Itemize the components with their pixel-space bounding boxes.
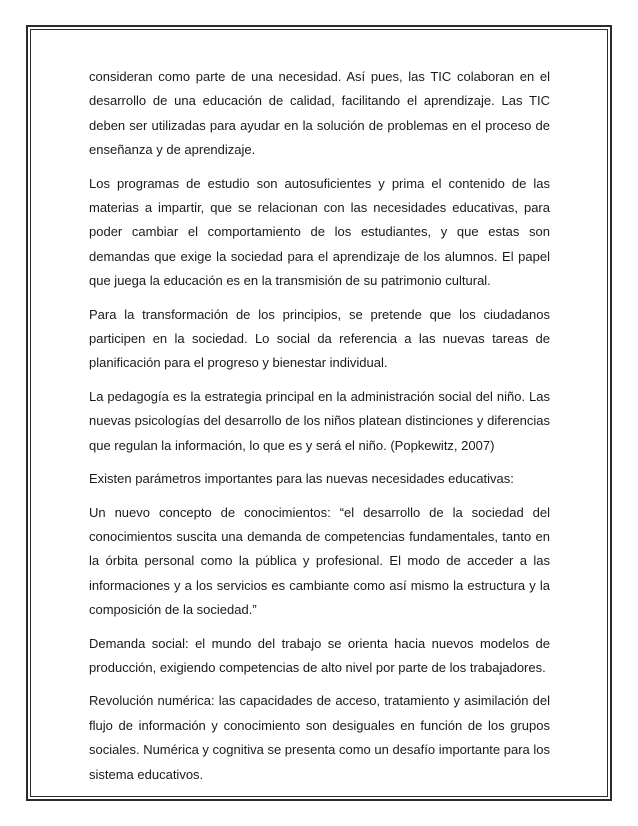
paragraph-pedagogia: La pedagogía es la estrategia principal en la administración social del niño. Las nuevas psicologías del desarrollo de los niños platean distinciones y diferencias que regulan la información, lo que es y será el niño. (Popkewitz, 2007) <box>89 388 550 453</box>
paragraph-transformacion: Para la transformación de los principios, se pretende que los ciudadanos participen en la sociedad. Lo social da referencia a las nuevas tareas de planificación para el progreso y bienestar individual. <box>89 306 550 371</box>
document-body <box>89 65 550 796</box>
paragraph-parametros: Existen parámetros importantes para las nuevas necesidades educativas: <box>89 471 514 487</box>
paragraph-programas: Los programas de estudio son autosuficientes y prima el contenido de las materias a impartir, que se relacionan con las necesidades educativas, para poder cambiar el comportamiento de los estudiantes, y que estas son demandas que exige la sociedad para el aprendizaje de los alumnos. El papel que juega la educación es en la transmisión de su patrimonio cultural. <box>89 175 550 289</box>
paragraph-conocimientos: Un nuevo concepto de conocimientos: “el desarrollo de la sociedad del conocimientos suscita una demanda de competencias fundamentales, tanto en la órbita personal como la pública y profesional. El modo de acceder a las informaciones y a los servicios es cambiante como así mismo la estructura y la composición de la sociedad.” <box>89 504 550 618</box>
paragraph-revolucion-numerica: Revolución numérica: las capacidades de acceso, tratamiento y asimilación del flujo de información y conocimiento son desiguales en función de los grupos sociales. Numérica y cognitiva se presenta como un desafío importante para los sistema educativos. <box>89 693 551 782</box>
paragraph-tic: consideran como parte de una necesidad. Así pues, las TIC colaboran en el desarrollo de una educación de calidad, facilitando el aprendizaje. Las TIC deben ser utilizadas para ayudar en la solución de problemas en el proceso de enseñanza y de aprendizaje. <box>89 69 550 158</box>
paragraph-demanda-social: Demanda social: el mundo del trabajo se orienta hacia nuevos modelos de producción, exigiendo competencias de alto nivel por parte de los trabajadores. <box>89 635 550 675</box>
